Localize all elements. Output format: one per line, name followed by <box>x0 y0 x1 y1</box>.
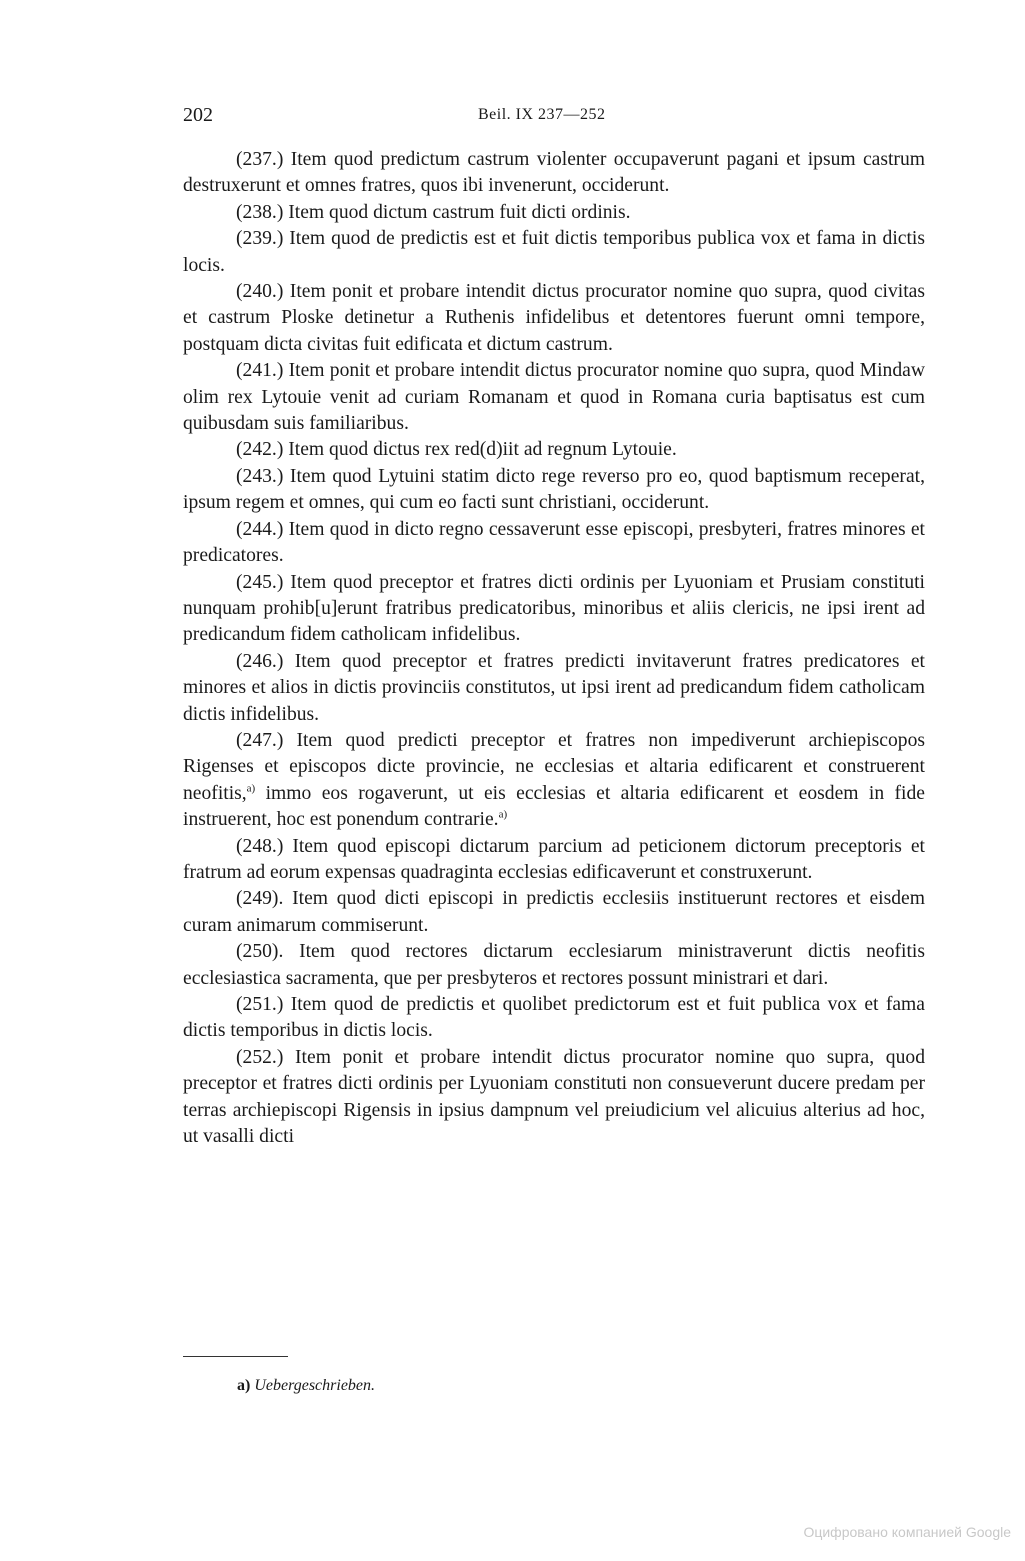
paragraph-244: (244.) Item quod in dicto regno cessaverunt esse episcopi, presbyteri, fratres minores et predicatores. <box>183 518 925 567</box>
paragraph-251: (251.) Item quod de predictis et quolibet predictorum est et fuit publica vox et fama dictis temporibus in dictis locis. <box>183 994 925 1042</box>
paragraph-240: (240.) Item ponit et probare intendit dictus procurator nomine quo supra, quod civitas et castrum Ploske detinetur a Ruthenis infidelibus et detentores fuerunt omni tempore, postquam dicta civitas fuit edificata et dictum castrum. <box>183 281 925 355</box>
page-number: 202 <box>183 104 213 126</box>
paragraph-242: (242.) Item quod dictus rex red(d)iit ad regnum Lytouie. <box>236 439 677 461</box>
paragraph-248: (248.) Item quod episcopi dictarum parcium ad peticionem dictorum preceptoris et fratrum ad eorum expensas quadraginta ecclesias edificaverunt et construxerunt. <box>183 835 925 883</box>
paragraph-245: (245.) Item quod preceptor et fratres dicti ordinis per Lyuoniam et Prusiam constituti nunquam prohib[u]erunt fratribus predicatoribus, minoribus et aliis clericis, ne ipsi irent ad predicandum fidem catholicam infidelibus. <box>183 571 925 646</box>
paragraph-247 <box>183 728 925 834</box>
paragraph-247-part-2: immo eos rogaverunt, ut eis ecclesias et altaria edificarent et eosdem in fide instruerent, hoc est ponendum contrarie. <box>183 782 925 831</box>
footnote-text: Uebergeschrieben. <box>254 1377 376 1394</box>
footnote-marker: a) <box>498 808 508 821</box>
footnote-marker: a) <box>246 782 256 795</box>
paragraph-250: (250). Item quod rectores dictarum ecclesiarum ministraverunt dictis neofitis ecclesiastica sacramenta, que per presbyteros et rectores possunt ministrari et dari. <box>183 941 925 989</box>
paragraph-239: (239.) Item quod de predictis est et fuit dictis temporibus publica vox et fama in dictis locis. <box>183 228 925 276</box>
paragraph-237: (237.) Item quod predictum castrum violenter occupaverunt pagani et ipsum castrum destruxerunt et omnes fratres, quos ibi invenerunt, occiderunt. <box>183 149 925 197</box>
paragraph-241: (241.) Item ponit et probare intendit dictus procurator nomine quo supra, quod Mindaw olim rex Lytouie venit ad curiam Romanam et quod in Romana curia baptisatus est cum quibusdam suis familiaribus. <box>183 360 925 435</box>
paragraph-249: (249). Item quod dicti episcopi in predictis ecclesiis instituerunt rectores et eisdem curam animarum commiserunt. <box>183 888 925 936</box>
body-text <box>183 147 925 1150</box>
footnote <box>237 1377 375 1395</box>
paragraph-246: (246.) Item quod preceptor et fratres predicti invitaverunt fratres predicatores et minores et alios in dictis provinciis constitutos, ut ipsi irent ad predicandum fidem catholicam dictis infidelibus. <box>183 650 925 725</box>
paragraph-247-part-1: (247.) Item quod predicti preceptor et fratres non impediverunt archiepiscopos Rigenses et episcopos dicte provincie, ne ecclesias et altaria edificarent et construerent neofitis, <box>183 729 925 804</box>
running-head: Beil. IX 237—252 <box>478 106 606 123</box>
paragraph-252: (252.) Item ponit et probare intendit dictus procurator nomine quo supra, quod preceptor et fratres dicti ordinis per Lyuoniam constituti non consueverunt ducere predam per terras archiepiscopi Rigensis in ipsius dampnum vel preiudicium vel alicuius alterius ad hoc, ut vasalli dicti <box>183 1046 925 1148</box>
digitization-watermark: Оцифровано компанией Google <box>803 1524 1011 1540</box>
paragraph-238: (238.) Item quod dictum castrum fuit dicti ordinis. <box>236 201 631 223</box>
footnote-label: a) <box>237 1377 251 1394</box>
paragraph-243: (243.) Item quod Lytuini statim dicto rege reverso pro eo, quod baptismum receperat, ipsum regem et omnes, qui cum eo facti sunt christiani, occiderunt. <box>183 465 925 514</box>
footnote-divider <box>183 1356 288 1357</box>
